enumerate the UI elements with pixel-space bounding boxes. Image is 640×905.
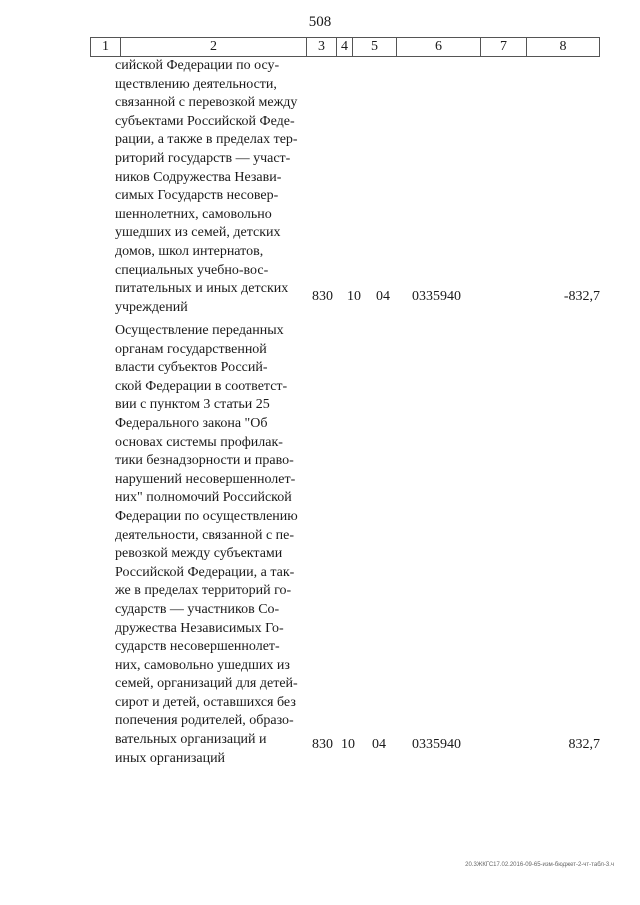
row-1-col-4: 10 [347,289,361,304]
row-2-col-5: 04 [372,737,386,752]
header-col-1: 1 [91,38,121,56]
row-2-col-6: 0335940 [412,737,461,752]
row-1-col-8: -832,7 [563,289,600,304]
header-col-6: 6 [397,38,481,56]
row-2-description: Осуществление переданных органам государственной власти субъектов Россий- ской Федерации в соответст- вии с пунктом 3 статьи 25 Федерального закона "Об основах системы профилак- тики безнадзорности и право- нарушений несовершеннолет- них" полномочий Российской Федерации по осуществлению деятельности, связанной с пе- ревозкой между субъектами Российской Федерации, а так- же в пределах территорий го- сударств — участников Со- дружества Независимых Го- сударств несовершеннолет- них, самовольно ушедших из семей, организаций для детей- сирот и детей, оставшихся без попечения родителей, образо- вательных организаций и иных организаций [115,323,298,766]
row-1-description: сийской Федерации по осу- ществлению деятельности, связанной с перевозкой между субъектами Российской Феде- рации, а также в пределах тер- риторий государств — участ- ников Содружества Незави- симых Государств несовер- шеннолетних, самовольно ушедших из семей, детских домов, школ интернатов, специальных учебно-вос- питательных и иных детских учреждений [115,58,298,315]
row-1-col-3: 830 [312,289,333,304]
header-col-2: 2 [121,38,307,56]
header-col-3: 3 [307,38,337,56]
footer-file-note: 20.3ЖКГС17.02.2016-09-65-изм-бюджет-2-чт-табл-3.ч [465,862,614,868]
row-1-col-5: 04 [376,289,390,304]
page-number: 508 [308,14,332,30]
row-2-col-3: 830 [312,737,333,752]
row-1-col-6: 0335940 [412,289,461,304]
row-2-col-8: 832,7 [568,737,600,752]
row-2-col-4: 10 [341,737,355,752]
table-header [90,37,600,57]
header-col-7: 7 [481,38,527,56]
header-col-5: 5 [353,38,397,56]
header-col-8: 8 [559,39,567,54]
header-col-4: 4 [337,38,353,56]
